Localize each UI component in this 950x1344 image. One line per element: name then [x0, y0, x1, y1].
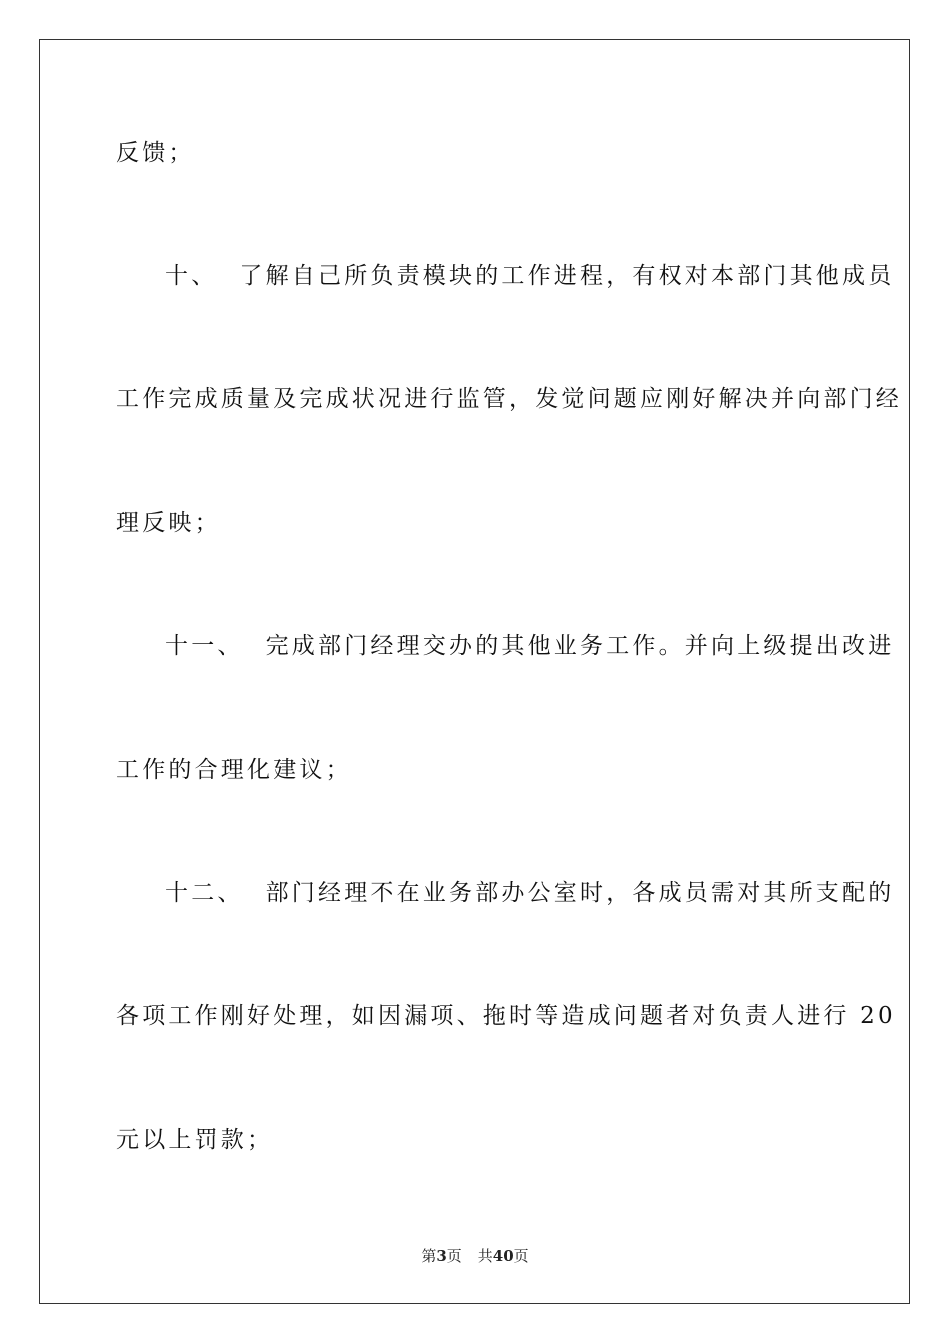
item-10-line-3	[116, 508, 836, 538]
line-text: 各项工作刚好处理，如因漏项、拖时等造成问题者对负责人进行 20	[116, 1003, 896, 1029]
page-number: 3	[436, 1247, 447, 1265]
page-suffix: 页	[446, 1247, 462, 1265]
page-border	[39, 39, 910, 1304]
line-text: 元以上罚款；	[116, 1127, 274, 1153]
item-12-line-1	[165, 878, 895, 908]
page-footer	[0, 1246, 950, 1266]
item-number: 十、	[165, 263, 218, 289]
line-text: 工作完成质量及完成状况进行监管，发觉问题应刚好解决并向部门经	[116, 386, 902, 412]
total-suffix: 页	[513, 1247, 529, 1265]
item-10-line-2	[116, 384, 902, 414]
item-12-line-2	[116, 1001, 896, 1031]
item-11-line-1	[165, 631, 895, 661]
line-text: 理反映；	[116, 510, 221, 536]
item-10-line-1	[165, 261, 895, 291]
total-prefix: 共	[477, 1247, 493, 1265]
item-number: 十二、	[165, 880, 244, 906]
item-12-line-3	[116, 1125, 836, 1155]
total-pages: 40	[492, 1247, 514, 1265]
line-text: 完成部门经理交办的其他业务工作。并向上级提出改进	[265, 633, 895, 659]
line-text: 部门经理不在业务部办公室时，各成员需对其所支配的	[265, 880, 895, 906]
line-text: 了解自己所负责模块的工作进程，有权对本部门其他成员	[239, 263, 895, 289]
page-prefix: 第	[421, 1247, 437, 1265]
line-text: 反馈；	[116, 140, 195, 166]
text-line-1	[116, 138, 836, 168]
line-text: 工作的合理化建议；	[116, 757, 352, 783]
item-11-line-2	[116, 755, 836, 785]
item-number: 十一、	[165, 633, 244, 659]
